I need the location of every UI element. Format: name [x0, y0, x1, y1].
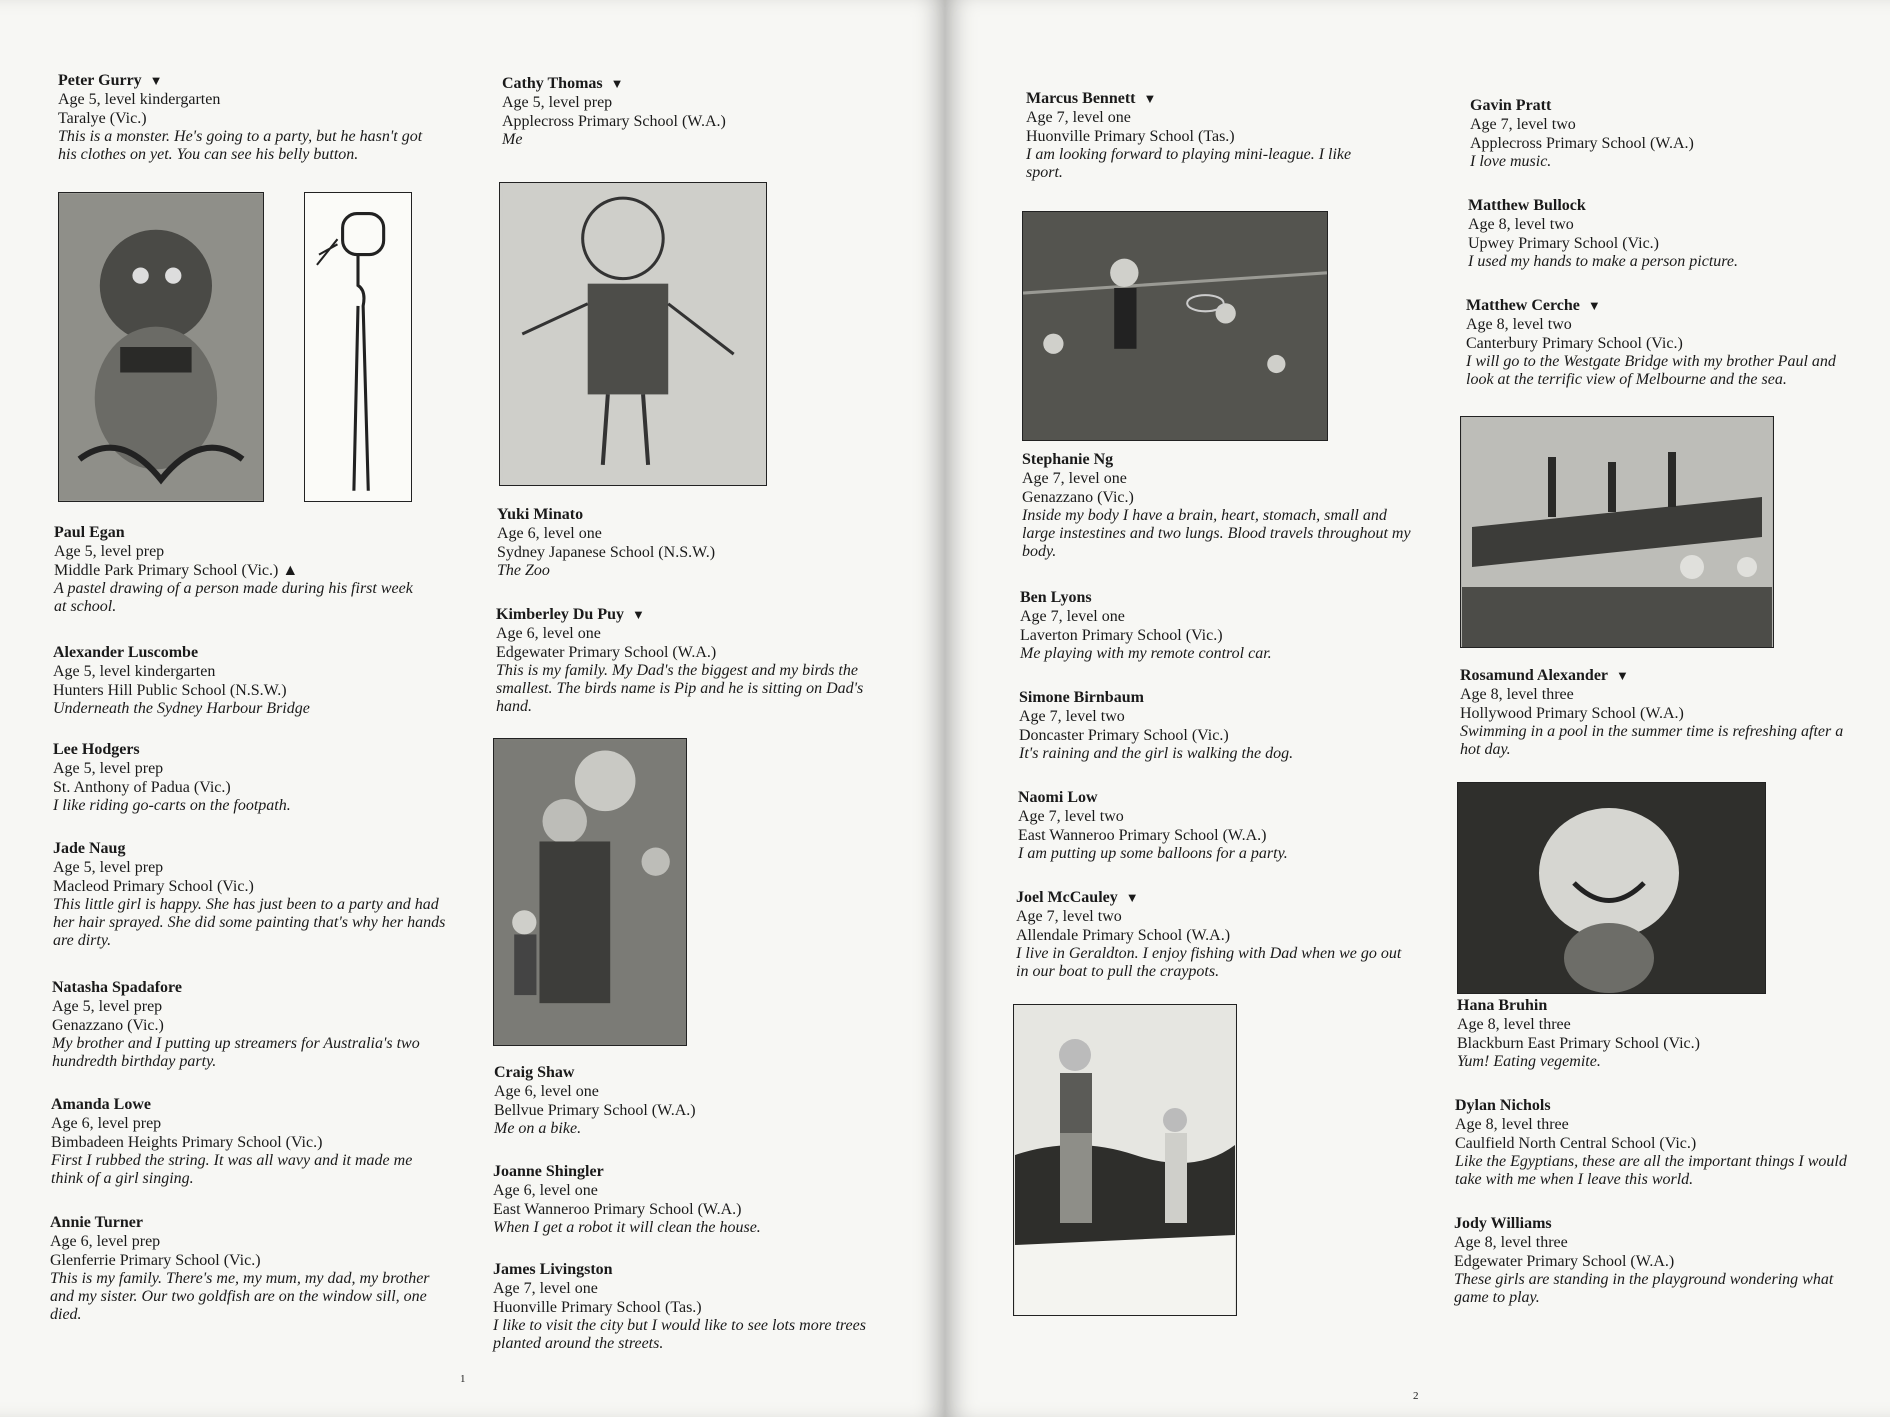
artist-school: Applecross Primary School (W.A.) — [502, 113, 726, 130]
artist-name: Simone Birnbaum — [1019, 689, 1144, 706]
artist-school: Bimbadeen Heights Primary School (Vic.) — [51, 1134, 323, 1151]
artist-school: Canterbury Primary School (Vic.) — [1466, 335, 1683, 352]
artwork-caption: Me — [502, 131, 523, 148]
artist-school: Hunters Hill Public School (N.S.W.) — [53, 682, 287, 699]
artwork-caption: First I rubbed the string. It was all wavy and it made me think of a girl singing. — [51, 1152, 413, 1187]
down-arrow-icon: ▼ — [149, 73, 163, 88]
artwork-caption: This is a monster. He's going to a party, but he hasn't got his clothes on yet. You can see his belly button. — [58, 128, 423, 163]
down-arrow-icon: ▼ — [1125, 890, 1139, 905]
artist-age: Age 5, level kindergarten — [58, 91, 221, 108]
entry-craig-shaw — [494, 1063, 894, 1138]
artist-name: Matthew Bullock — [1468, 197, 1586, 214]
artwork-caption: Underneath the Sydney Harbour Bridge — [53, 700, 310, 717]
artwork-caption: I used my hands to make a person picture. — [1468, 253, 1739, 270]
artist-school: Caulfield North Central School (Vic.) — [1455, 1135, 1697, 1152]
down-arrow-icon: ▼ — [1143, 91, 1157, 106]
artwork-caption: I am putting up some balloons for a party. — [1018, 845, 1288, 862]
artwork-caption: Me on a bike. — [494, 1120, 582, 1137]
artist-age: Age 5, level prep — [53, 859, 164, 876]
artist-age: Age 6, level prep — [50, 1233, 161, 1250]
entry-naomi-low — [1018, 788, 1418, 863]
artist-name: Amanda Lowe — [51, 1096, 152, 1113]
artist-name: Lee Hodgers — [53, 741, 140, 758]
entry-kimberley-du-puy — [496, 605, 896, 716]
artwork-caption: I love music. — [1470, 153, 1552, 170]
artist-age: Age 6, level one — [494, 1083, 599, 1100]
entry-yuki-minato — [497, 505, 897, 580]
artist-school: Allendale Primary School (W.A.) — [1016, 927, 1231, 944]
down-arrow-icon: ▼ — [1616, 668, 1629, 683]
artist-school: Huonville Primary School (Tas.) — [493, 1299, 702, 1316]
entry-marcus-bennett — [1026, 89, 1426, 182]
entry-paul-egan — [54, 523, 454, 616]
artwork-caption: The Zoo — [497, 562, 550, 579]
artist-age: Age 8, level three — [1454, 1234, 1568, 1251]
entry-cathy-thomas — [502, 74, 902, 149]
entry-hana-bruhin — [1457, 996, 1857, 1071]
artist-school: Middle Park Primary School (Vic.) ▲ — [54, 562, 299, 579]
drawing-me-cathy — [499, 182, 767, 486]
entry-gavin-pratt — [1470, 96, 1870, 171]
artist-age: Age 8, level two — [1466, 316, 1572, 333]
entry-peter-gurry — [58, 71, 458, 164]
artist-name: Peter Gurry ▼ — [58, 72, 163, 89]
artist-name: Rosamund Alexander ▼ — [1460, 667, 1629, 684]
artist-school: Bellvue Primary School (W.A.) — [494, 1102, 696, 1119]
artist-name: Joanne Shingler — [493, 1163, 604, 1180]
artist-age: Age 5, level prep — [53, 760, 164, 777]
artist-school: Hollywood Primary School (W.A.) — [1460, 705, 1684, 722]
drawing-sport-marcus — [1022, 211, 1328, 441]
artist-age: Age 6, level one — [493, 1182, 598, 1199]
page-number-left: 1 — [460, 1373, 466, 1385]
artist-name: Stephanie Ng — [1022, 451, 1114, 468]
artist-school: Doncaster Primary School (Vic.) — [1019, 727, 1229, 744]
drawing-family-kimberley — [493, 738, 687, 1046]
artist-age: Age 5, level prep — [52, 998, 163, 1015]
artist-school: Upwey Primary School (Vic.) — [1468, 235, 1659, 252]
artist-age: Age 6, level prep — [51, 1115, 162, 1132]
artist-name: Paul Egan — [54, 524, 125, 541]
artist-name: Naomi Low — [1018, 789, 1098, 806]
artist-name: Yuki Minato — [497, 506, 584, 523]
artist-age: Age 7, level two — [1018, 808, 1124, 825]
entry-dylan-nichols — [1455, 1096, 1855, 1189]
entry-amanda-lowe — [51, 1095, 451, 1188]
artist-school: Edgewater Primary School (W.A.) — [1454, 1253, 1675, 1270]
artist-name: Ben Lyons — [1020, 589, 1092, 606]
artist-name: Hana Bruhin — [1457, 997, 1548, 1014]
artist-name: Natasha Spadafore — [52, 979, 182, 996]
artist-age: Age 8, level two — [1468, 216, 1574, 233]
artist-school: Blackburn East Primary School (Vic.) — [1457, 1035, 1700, 1052]
artist-age: Age 8, level three — [1457, 1016, 1571, 1033]
entry-joanne-shingler — [493, 1162, 893, 1237]
artist-name: Jade Naug — [53, 840, 126, 857]
artwork-caption: A pastel drawing of a person made during his first week at school. — [54, 580, 413, 615]
entry-alexander-luscombe — [53, 643, 453, 718]
entry-natasha-spadafore — [52, 978, 452, 1071]
artist-age: Age 5, level kindergarten — [53, 663, 216, 680]
artist-age: Age 7, level one — [1020, 608, 1125, 625]
artist-name: Alexander Luscombe — [53, 644, 199, 661]
artist-name: Gavin Pratt — [1470, 97, 1552, 114]
artist-name: Dylan Nichols — [1455, 1097, 1551, 1114]
artwork-caption: My brother and I putting up streamers for Australia's two hundredth birthday party. — [52, 1035, 420, 1070]
entry-annie-turner — [50, 1213, 450, 1324]
artist-name: James Livingston — [493, 1261, 613, 1278]
artist-school: Edgewater Primary School (W.A.) — [496, 644, 717, 661]
drawing-swimming-rosamund — [1457, 782, 1766, 994]
artist-school: Laverton Primary School (Vic.) — [1020, 627, 1223, 644]
entry-stephanie-ng — [1022, 450, 1422, 561]
entry-lee-hodgers — [53, 740, 453, 815]
artist-school: East Wanneroo Primary School (W.A.) — [493, 1201, 742, 1218]
artwork-caption: Swimming in a pool in the summer time is refreshing after a hot day. — [1460, 723, 1844, 758]
artist-school: East Wanneroo Primary School (W.A.) — [1018, 827, 1267, 844]
artist-age: Age 7, level two — [1016, 908, 1122, 925]
drawing-person-paul — [304, 192, 412, 502]
artwork-caption: This is my family. My Dad's the biggest and my birds the smallest. The birds name is Pip and he is sitting on Dad's hand. — [496, 662, 864, 715]
artist-name: Craig Shaw — [494, 1064, 575, 1081]
artist-age: Age 5, level prep — [54, 543, 165, 560]
artwork-caption: I like to visit the city but I would like to see lots more trees planted around the streets. — [493, 1317, 866, 1352]
artwork-caption: I will go to the Westgate Bridge with my brother Paul and look at the terrific view of Melbourne and the sea. — [1466, 353, 1836, 388]
drawing-bridge-matthew — [1460, 416, 1774, 648]
artist-name: Matthew Cerche ▼ — [1466, 297, 1601, 314]
artist-age: Age 7, level one — [1022, 470, 1127, 487]
entry-matthew-bullock — [1468, 196, 1868, 271]
down-arrow-icon: ▼ — [632, 607, 645, 622]
artwork-caption: Yum! Eating vegemite. — [1457, 1053, 1601, 1070]
artist-name: Cathy Thomas ▼ — [502, 75, 624, 92]
drawing-boat-joel — [1013, 1004, 1237, 1316]
artist-school: Genazzano (Vic.) — [1022, 489, 1134, 506]
artist-age: Age 8, level three — [1455, 1116, 1569, 1133]
artwork-caption: When I get a robot it will clean the house. — [493, 1219, 761, 1236]
entry-james-livingston — [493, 1260, 893, 1353]
artist-school: St. Anthony of Padua (Vic.) — [53, 779, 231, 796]
artwork-caption: I like riding go-carts on the footpath. — [53, 797, 291, 814]
artwork-caption: It's raining and the girl is walking the dog. — [1019, 745, 1294, 762]
artist-name: Annie Turner — [50, 1214, 143, 1231]
page-number-right: 2 — [1413, 1390, 1419, 1402]
artist-name: Joel McCauley ▼ — [1016, 889, 1139, 906]
artwork-caption: I live in Geraldton. I enjoy fishing with Dad when we go out in our boat to pull the craypots. — [1016, 945, 1402, 980]
artist-school: Macleod Primary School (Vic.) — [53, 878, 254, 895]
entry-joel-mccauley — [1016, 888, 1416, 981]
down-arrow-icon: ▼ — [610, 76, 624, 91]
entry-matthew-cerche — [1466, 296, 1866, 389]
artist-school: Huonville Primary School (Tas.) — [1026, 128, 1235, 145]
artist-age: Age 6, level one — [497, 525, 602, 542]
entry-simone-birnbaum — [1019, 688, 1419, 763]
artist-age: Age 7, level one — [493, 1280, 598, 1297]
artist-school: Glenferrie Primary School (Vic.) — [50, 1252, 261, 1269]
artwork-caption: Like the Egyptians, these are all the important things I would take with me when I leave this world. — [1455, 1153, 1847, 1188]
artist-age: Age 7, level two — [1019, 708, 1125, 725]
artist-school: Applecross Primary School (W.A.) — [1470, 135, 1694, 152]
artist-age: Age 6, level one — [496, 625, 601, 642]
entry-rosamund-alexander — [1460, 666, 1860, 759]
artwork-caption: This is my family. There's me, my mum, my dad, my brother and my sister. Our two goldfish are on the window sill, one died. — [50, 1270, 430, 1323]
artwork-caption: Inside my body I have a brain, heart, stomach, small and large instestines and two lungs. Blood travels throughout my body. — [1022, 507, 1411, 560]
artist-school: Sydney Japanese School (N.S.W.) — [497, 544, 716, 561]
artist-name: Kimberley Du Puy ▼ — [496, 606, 645, 623]
artist-age: Age 5, level prep — [502, 94, 613, 111]
artwork-caption: These girls are standing in the playground wondering what game to play. — [1454, 1271, 1834, 1306]
entry-jade-naug — [53, 839, 453, 950]
artist-age: Age 7, level one — [1026, 109, 1131, 126]
artwork-caption: This little girl is happy. She has just been to a party and had her hair sprayed. She did some painting that's why her hands are dirty. — [53, 896, 446, 949]
artist-age: Age 7, level two — [1470, 116, 1576, 133]
artist-age: Age 8, level three — [1460, 686, 1574, 703]
artist-school: Genazzano (Vic.) — [52, 1017, 164, 1034]
artwork-caption: Me playing with my remote control car. — [1020, 645, 1272, 662]
entry-ben-lyons — [1020, 588, 1420, 663]
down-arrow-icon: ▼ — [1587, 298, 1601, 313]
artwork-caption: I am looking forward to playing mini-league. I like sport. — [1026, 146, 1352, 181]
artist-name: Jody Williams — [1454, 1215, 1552, 1232]
artist-school: Taralye (Vic.) — [58, 110, 147, 127]
entry-jody-williams — [1454, 1214, 1854, 1307]
artist-name: Marcus Bennett ▼ — [1026, 90, 1157, 107]
drawing-monster-peter — [58, 192, 264, 502]
